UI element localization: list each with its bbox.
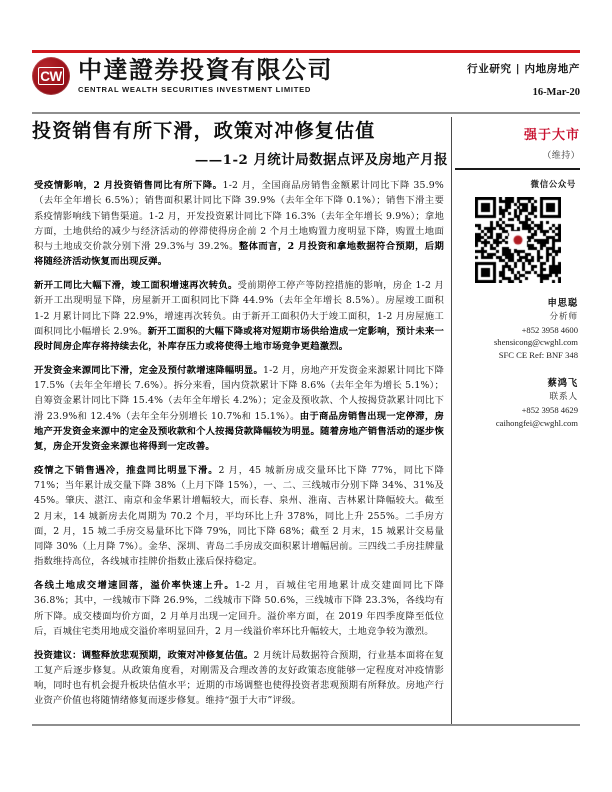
contact-role: 联系人 <box>549 391 578 402</box>
contact-role: 分析师 <box>549 311 578 322</box>
paragraph-text: 2 月统计局数据符合预期，行业基本面将在复工复产后逐步修复。从政策角度看，对刚需及合理改善的友好政策态度能够一定程度对冲疫情影响，同时也有机会提升板块估值水平；近期的市场调整也使得投资者悲观预期有所释放。房地产行业资产价值也将随情绪修复而逐步修复。维持“强于大市”评级。 <box>34 649 444 707</box>
masthead <box>32 55 580 109</box>
paragraph-text: 1-2 月，房地产开发资金来源累计同比下降 17.5%（去年全年增长 7.6%）。拆分来看，国内贷款累计下降 8.6%（去年全年为增长 5.1%）；自筹资金累计同比下降 15.4%（去年全年增长 4.2%）；定金及预收款、个人按揭贷款累计同比下滑 23.9%和 12.4%（去年全年分别增长 10.7%和 15.1%）。 <box>34 364 444 422</box>
paragraph-conclusion: 整体而言，2 月投资和拿地数据符合预期，后期将随经济活动恢复而出现反弹。 <box>34 241 444 268</box>
body-paragraph <box>34 463 444 570</box>
wechat-label: 微信公众号 <box>530 179 576 189</box>
report-date: 16-Mar-20 <box>532 87 580 98</box>
top-red-rule <box>32 50 580 53</box>
masthead-divider-rule <box>32 112 580 114</box>
rating-block <box>462 124 580 161</box>
contacts-host <box>456 297 580 429</box>
body-paragraph <box>34 178 444 270</box>
paragraph-lead: 受疫情影响，2 月投资销售同比有所下降。 <box>34 180 223 191</box>
paragraph-conclusion: 由于商品房销售出现一定停滞，房地产开发资金来源中的定金及预收款和个人按揭贷款降幅较为明显。随着房地产销售活动的逐步恢复，房企开发资金来源也将得到一定改善。 <box>34 410 445 452</box>
rating-note: （维持） <box>542 151 580 161</box>
qr-code-wrap <box>456 197 580 283</box>
body-paragraph <box>34 648 444 709</box>
rating-underline-rule <box>455 168 580 170</box>
contact-email[interactable]: caihongfei@cwghl.com <box>495 417 578 428</box>
bottom-divider-rule <box>32 724 580 726</box>
paragraph-lead: 开发资金来源同比下滑，定金及预付款增速降幅明显。 <box>34 364 264 376</box>
page-title: 投资销售有所下滑，政策对冲修复估值 <box>32 120 376 142</box>
wechat-qr-code <box>475 197 561 283</box>
paragraph-lead: 各线土地成交增速回落，溢价率快速上升。 <box>34 580 235 591</box>
body-paragraph <box>34 278 444 354</box>
contact-card <box>456 297 580 362</box>
logo-monogram: CW <box>40 68 62 84</box>
contact-email[interactable]: shensicong@cwghl.com <box>493 337 578 348</box>
brand-text <box>78 55 333 95</box>
paragraph-lead: 疫情之下销售遇冷，推盘同比明显下滑。 <box>34 464 219 476</box>
paragraph-text: 受前期停工停产等防控措施的影响，房企 1-2 月新开工出现明显下降，房屋新开工面积同比下降 44.9%（去年全年增长 8.5%）。房屋竣工面积 1-2 月累计同比下降 22.9%，增速再次转负。由于新开工面积仍大于竣工面积，1-2 月房屋施工面积同比小幅增长 2.9%。 <box>34 280 444 337</box>
report-body <box>34 178 444 709</box>
contact-card <box>456 377 580 429</box>
paragraph-text: 1-2 月，全国商品房销售金额累计同比下降 35.9%（去年全年增长 6.5%）；销售面积累计同比下降 39.9%（去年全年下降 0.1%）；销售下滑主要系疫情影响线下销售渠道。1-2 月，开发投资累计同比下降 16.3%（去年全年增长 9.9%）；拿地方面，土地供给的减少与经济活动的停滞使得房企前 2 个月土地购置力度明显下降，购置土地面积与土地成交价款分别下滑 29.3%与 39.2%。 <box>34 180 444 252</box>
company-logo-icon <box>32 57 70 95</box>
paragraph-conclusion: 新开工面积的大幅下降或将对短期市场供给造成一定影响，预计未来一段时间房企库存将持续去化，补库存压力或将使得土地市场竞争更趋激烈。 <box>34 325 444 352</box>
rating-value: 强于大市 <box>523 128 580 143</box>
column-divider <box>451 117 452 724</box>
contact-name: 蔡鸿飞 <box>547 378 578 390</box>
body-paragraph <box>34 363 444 455</box>
paragraph-text: 1-2 月，百城住宅用地累计成交建面同比下降 36.8%；其中，一线城市下降 26.9%，二线城市下降 50.6%，三线城市下降 23.3%，各线均有所下降。成交楼面均价方面，2 月单月出现一定回升。溢价率方面，在 2019 年四季度降至低位后，百城住宅类用地成交溢价率明显回升，2 月一线溢价率环比升幅较大，土地竞争较为激烈。 <box>34 580 444 637</box>
title-block <box>32 119 450 168</box>
contact-phone[interactable]: +852 3958 4600 <box>521 324 578 335</box>
company-name-cn: 中達證券投資有限公司 <box>78 55 333 84</box>
paragraph-lead: 新开工同比大幅下滑，竣工面积增速再次转负。 <box>34 280 238 291</box>
masthead-meta <box>390 61 580 98</box>
contact-sidebar <box>456 178 580 429</box>
company-name-en: CENTRAL WEALTH SECURITIES INVESTMENT LIMITED <box>78 85 312 95</box>
paragraph-lead: 投资建议：调整释放悲观预期，政策对冲修复估值。 <box>34 649 254 661</box>
contact-phone[interactable]: +852 3958 4629 <box>521 404 578 415</box>
body-paragraph <box>34 578 444 639</box>
contact-name: 申思聪 <box>547 298 578 309</box>
company-brand <box>32 57 333 95</box>
sector-label: 行业研究 | 内地房地产 <box>467 63 580 75</box>
page-subtitle: ——1-2 月统计局数据点评及房地产月报 <box>194 151 448 168</box>
paragraph-text: 2 月，45 城新房成交量环比下降 77%，同比下降 71%；当年累计成交量下降 38%（上月下降 15%），一、二、三线城市分别下降 34%、31%及 45%。肇庆、湛江、南京和金华累计增幅较大，而长春、泉州、淮南、吉林累计降幅较大。截至 2 月末，14 城新房去化周期为 70.2 个月，平均环比上升 378%，同比上升 255%。二手房方面，2 月，15 城二手房交易量环比下降 79%，同比下降 68%；截至 2 月末，15 城累计交易量同降 30%（上月降 7%）。金华、深圳、青岛二手房成交面积累计增幅居前。三四线二手房挂牌量指数维持高位，各线城市挂牌价指数止涨后保持稳定。 <box>34 464 444 568</box>
contact-license: SFC CE Ref: BNF 348 <box>498 350 578 361</box>
